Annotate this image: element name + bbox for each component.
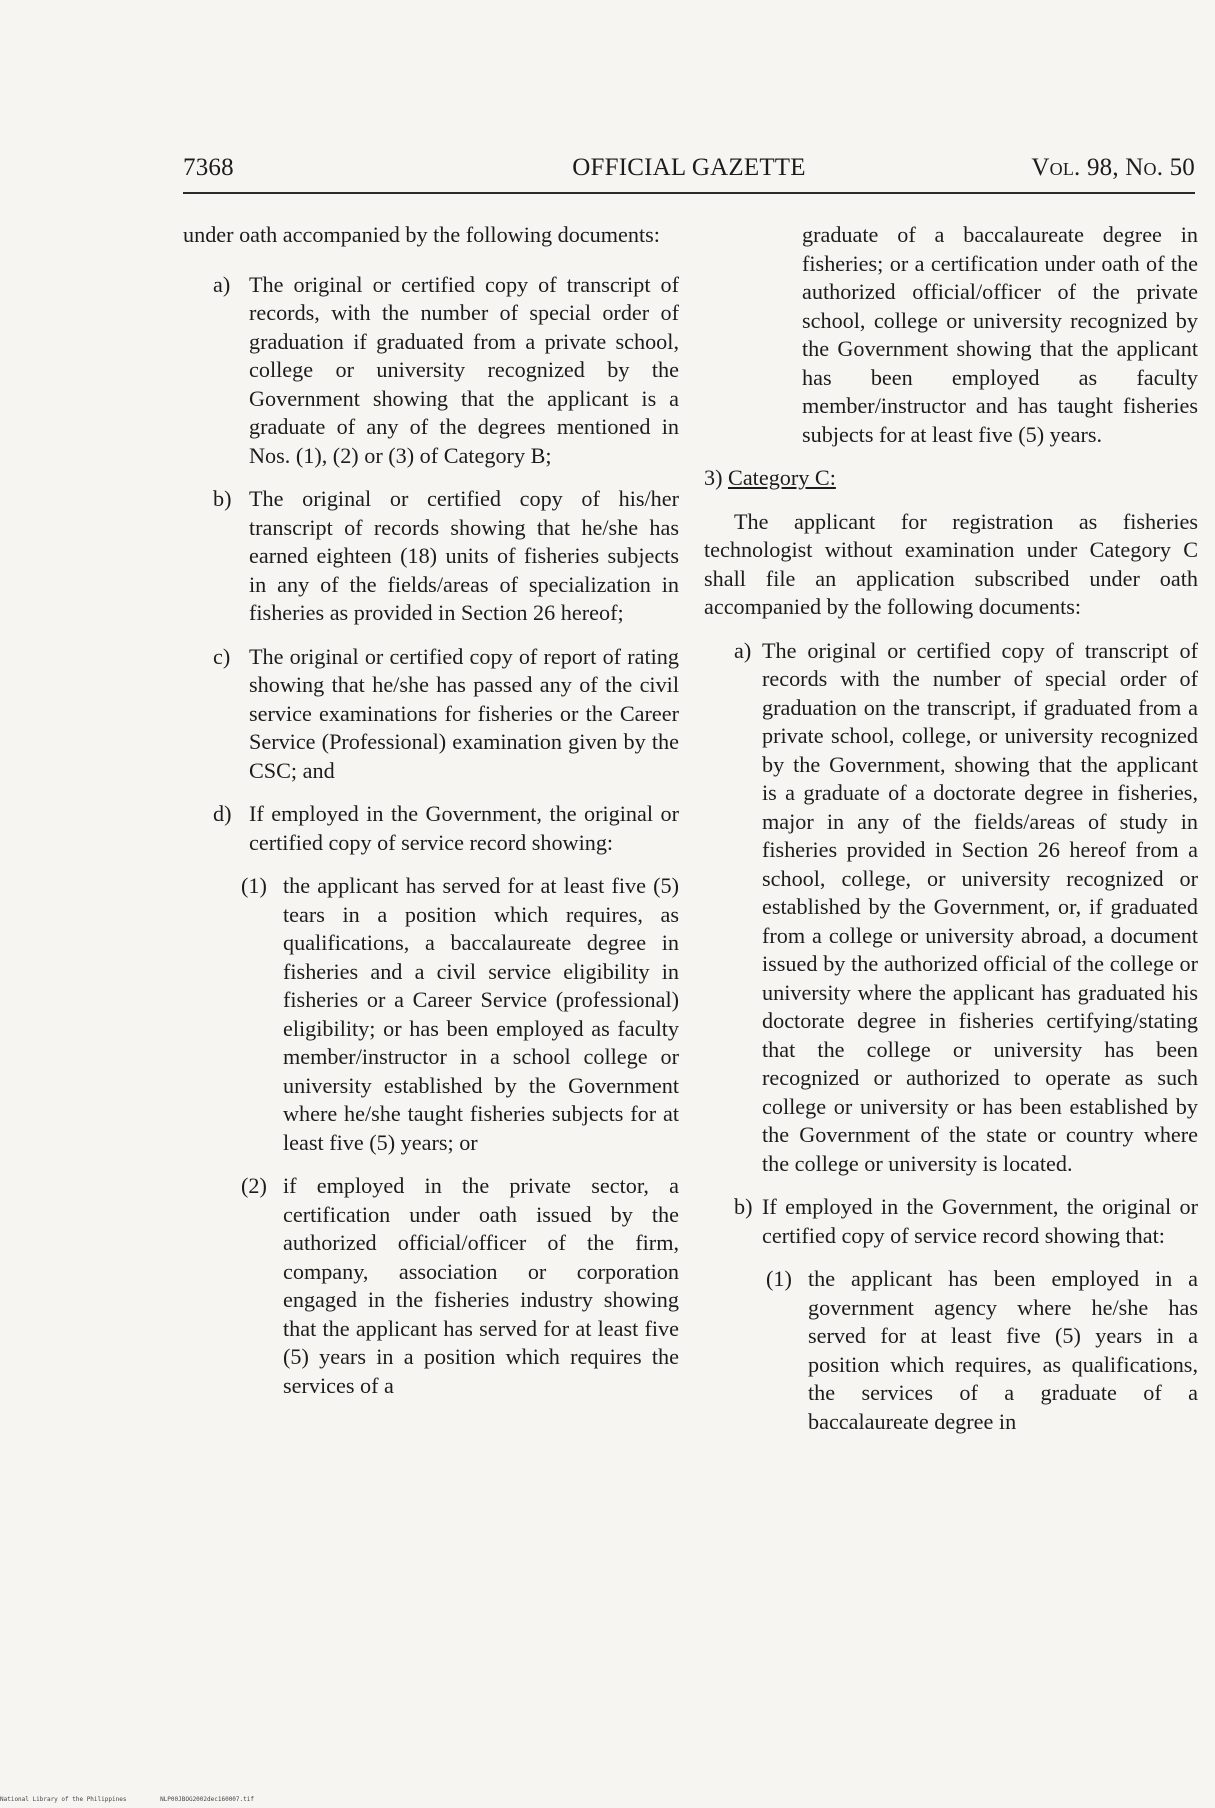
section-title: Category C:	[728, 465, 836, 490]
list-item-b	[704, 1193, 1198, 1250]
item-label: a)	[213, 271, 231, 297]
item-text: The original or certified copy of report of rating showing that he/she has passed any of the civil service examinations for fisheries or the Career Service (Professional) examination given by the CSC; and	[249, 643, 679, 783]
list-item-a	[704, 637, 1198, 1179]
item-label: b)	[213, 486, 232, 511]
item-label: a)	[734, 637, 752, 663]
item-text: the applicant has been employed in a government agency where he/she has served for at least five (5) years in a position which requires, as qualifications, the services of a graduate of a baccalaureate degree in	[808, 1266, 1198, 1434]
item-label: c)	[213, 643, 231, 669]
item-label: (1)	[766, 1266, 792, 1291]
page-header	[183, 150, 1195, 186]
item-label: b)	[734, 1194, 753, 1219]
sub-item-1	[704, 1265, 1198, 1436]
item-label: (2)	[241, 1173, 267, 1198]
file-name: NLP00JBOG2002dec160007.tif	[160, 1796, 254, 1803]
list-item-c	[183, 643, 679, 786]
item-text: The original or certified copy of transcript of records with the number of special order of graduation on the transcript, if graduated from a private school, college, or university recognized by the Government, showing that the applicant is a graduate of a doctorate degree in fisheries, major in any of the fields/areas of study in fisheries provided in Section 26 hereof from a school, college, or university recognized or established by the Government, or, if graduated from a college or university abroad, a document issued by the authorized official of the college or university where the applicant has graduated his doctorate degree in fisheries certifying/stating that the college or university has been recognized or authorized to operate as such college or university or has been established by the Government of the state or country where the college or university is located.	[762, 637, 1198, 1176]
section-intro: The applicant for registration as fisheries technologist without examination under Category C shall file an application subscribed under oath accompanied by the following documents:	[704, 508, 1198, 619]
list-item-d	[183, 800, 679, 857]
sub-item-1	[183, 872, 679, 1157]
item-label: (1)	[241, 873, 267, 898]
list-item-b	[183, 485, 679, 628]
library-name: National Library of the Philippines	[0, 1796, 127, 1803]
item-text: The original or certified copy of his/her transcript of records showing that he/she has earned eighteen (18) units of fisheries subjects in any of the fields/areas of specialization in fisheries as provided in Section 26 hereof;	[249, 486, 679, 625]
section-heading	[704, 464, 1198, 493]
item-text: the applicant has served for at least five (5) tears in a position which requires, as qualifications, a baccalaureate degree in fisheries and a civil service eligibility in fisheries or a Career Service (professional) eligibility; or has been employed as faculty member/instructor in a school college or university established by the Government where he/she taught fisheries subjects for at least five (5) years; or	[283, 873, 679, 1155]
header-rule	[183, 192, 1195, 194]
item-label: d)	[213, 801, 232, 826]
item-text: If employed in the Government, the original or certified copy of service record showing:	[249, 801, 679, 855]
left-column	[183, 221, 679, 1400]
item-text: if employed in the private sector, a certification under oath issued by the authorized official/officer of the firm, company, association or corporation engaged in the fisheries industry showing that the applicant has served for at least five (5) years in a position which requires the services of a	[283, 1173, 679, 1398]
scan-footer	[0, 1796, 284, 1803]
left-intro: under oath accompanied by the following documents:	[183, 222, 660, 247]
volume-number: Vol. 98, No. 50	[1031, 154, 1195, 181]
page-number: 7368	[183, 154, 234, 181]
item-text: The original or certified copy of transcript of records, with the number of special order of graduation if graduated from a private school, college or university recognized by the Government showing that the applicant is a graduate of any of the degrees mentioned in Nos. (1), (2) or (3) of Category B;	[249, 271, 679, 468]
right-column	[704, 221, 1198, 1436]
continuation-text: graduate of a baccalaureate degree in fisheries; or a certification under oath of the authorized official/officer of the private school, college or university recognized by the Government showing that the applicant has been employed as faculty member/instructor and has taught fisheries subjects for at least five (5) years.	[802, 222, 1198, 447]
publication-title: OFFICIAL GAZETTE	[572, 154, 806, 181]
item-text: If employed in the Government, the original or certified copy of service record showing that:	[762, 1194, 1198, 1248]
list-item-a	[183, 271, 679, 471]
section-label: 3)	[704, 465, 723, 490]
sub-item-2	[183, 1172, 679, 1400]
